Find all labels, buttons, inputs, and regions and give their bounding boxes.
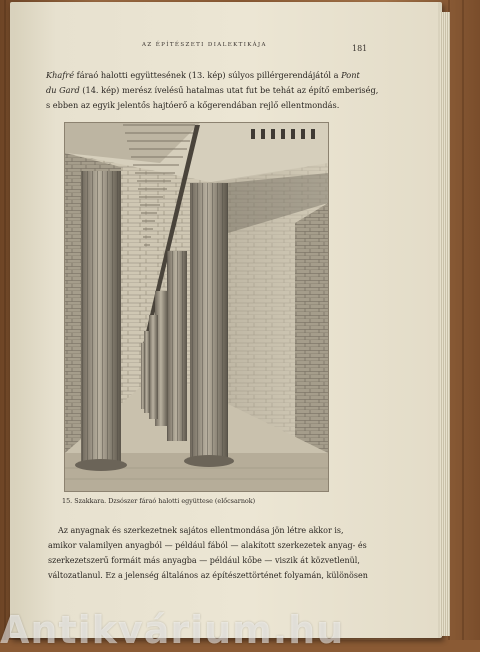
running-head: AZ ÉPÍTÉSZETI DIALEKTIKÁJA: [142, 42, 267, 48]
figure-colonnade-photo: [64, 122, 329, 492]
paragraph-bottom-line-2: amikor valamilyen anyagból — például fából — alakított szerkezetek anyag- és: [48, 541, 367, 550]
paragraph-top: [46, 68, 379, 113]
page-number: 181: [352, 44, 368, 53]
paragraph-top-line-1: Khafré fáraó halotti együttesének (13. kép) súlyos pillérgerendájától a Pont: [46, 70, 360, 80]
paragraph-bottom-line-1: Az anyagnak és szerkezetnek sajátos ellentmondása jön létre akkor is,: [58, 526, 344, 535]
book: [10, 2, 442, 638]
colonnade-illustration: [65, 123, 328, 491]
paragraph-top-line-3: s ebben az egyik jelentős hajtóerő a kőgerendában rejlő ellentmondás.: [46, 100, 340, 110]
figure-caption: 15. Szakkara. Dzsószer fáraó halotti együttese (előcsarnok): [62, 497, 256, 505]
paragraph-bottom-line-3: szerkezetszerű formáit más anyagba — például kőbe — viszik át közvetlenül,: [48, 556, 360, 565]
watermark: Antikvárium.hu: [0, 608, 345, 652]
page-edges: [440, 12, 450, 636]
paragraph-bottom-line-4: változatlanul. Ez a jelenség általános az építészettörténet folyamán, különösen: [48, 571, 368, 580]
paragraph-top-line-2: du Gard (14. kép) merész ívelésű hatalmas utat fut be tehát az építő emberiség,: [46, 85, 379, 95]
book-page: [14, 2, 438, 638]
paragraph-bottom: [48, 523, 393, 583]
